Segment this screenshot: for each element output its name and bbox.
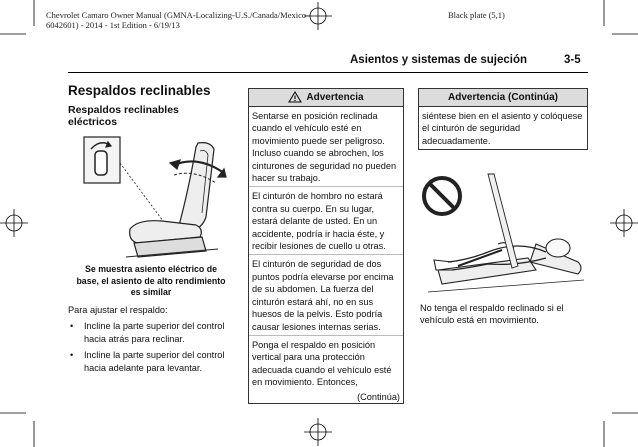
print-header-line2: 6042601) - 2014 - 1st Edition - 6/19/13 — [46, 20, 180, 30]
adjust-steps — [68, 320, 238, 374]
list-item: • Incline la parte superior del control hacia atrás para reclinar. — [68, 320, 238, 345]
intro-text: Para ajustar el respaldo: — [68, 305, 168, 315]
warning-paragraph: Ponga el respaldo en posición vertical para una protección adecuada cuando el vehículo esté en movimiento. Entonces, — [252, 339, 392, 388]
recline-switch-icon — [95, 151, 107, 175]
header-rule — [68, 72, 588, 73]
figure-caption: Se muestra asiento eléctrico de base, el asiento de alto rendimiento es similar — [76, 264, 226, 297]
power-seat-illustration — [78, 133, 238, 261]
subheading: Respaldos reclinables eléctricos — [68, 104, 179, 128]
warning-box — [248, 88, 404, 404]
reclined-passenger-illustration — [418, 170, 588, 298]
section-title: Asientos y sistemas de sujeción — [350, 54, 528, 66]
warning-continued-box — [418, 88, 588, 150]
continued-label: (Continúa) — [357, 391, 400, 402]
right-caption: No tenga el respaldo reclinado si el vehículo está en movimiento. — [420, 303, 564, 326]
adjust-instructions — [68, 304, 238, 378]
warning-triangle-icon — [288, 91, 302, 103]
list-item: • Incline la parte superior del control hacia adelante para levantar. — [68, 349, 238, 374]
section-heading: Respaldos reclinables — [68, 83, 211, 98]
warning-continued-header: Advertencia (Continúa) — [419, 89, 587, 107]
warning-paragraph: Sentarse en posición reclinada cuando el vehículo esté en movimiento puede ser peligroso. Incluso cuando se abrochen, los cinturones de seguridad no pueden hacer su trabajo. — [249, 107, 403, 187]
warning-continued-paragraph: siéntese bien en el asiento y colóquese el cinturón de seguridad adecuadamente. — [422, 111, 583, 146]
page-number: 3-5 — [564, 54, 581, 66]
print-header-line1: Chevrolet Camaro Owner Manual (GMNA-Localizing-U.S./Canada/Mexico- — [46, 10, 309, 20]
prohibition-icon — [424, 178, 460, 214]
warning-paragraph: El cinturón de hombro no estará contra su cuerpo. En su lugar, estará delante de usted. En un accidente, podría ir hacia éste, y recibir lesiones de cuello u otras. — [249, 187, 403, 255]
print-header-plate: Black plate (5,1) — [448, 10, 505, 20]
warning-title: Advertencia — [306, 92, 364, 103]
warning-paragraph: El cinturón de seguridad de dos puntos podría elevarse por encima de su abdomen. La fuerza del cinturón estará ahí, no en sus huesos de la pelvis. Esto podría causar lesiones internas serias. — [249, 255, 403, 335]
passenger-head — [546, 239, 570, 257]
warning-box-header — [249, 89, 403, 107]
